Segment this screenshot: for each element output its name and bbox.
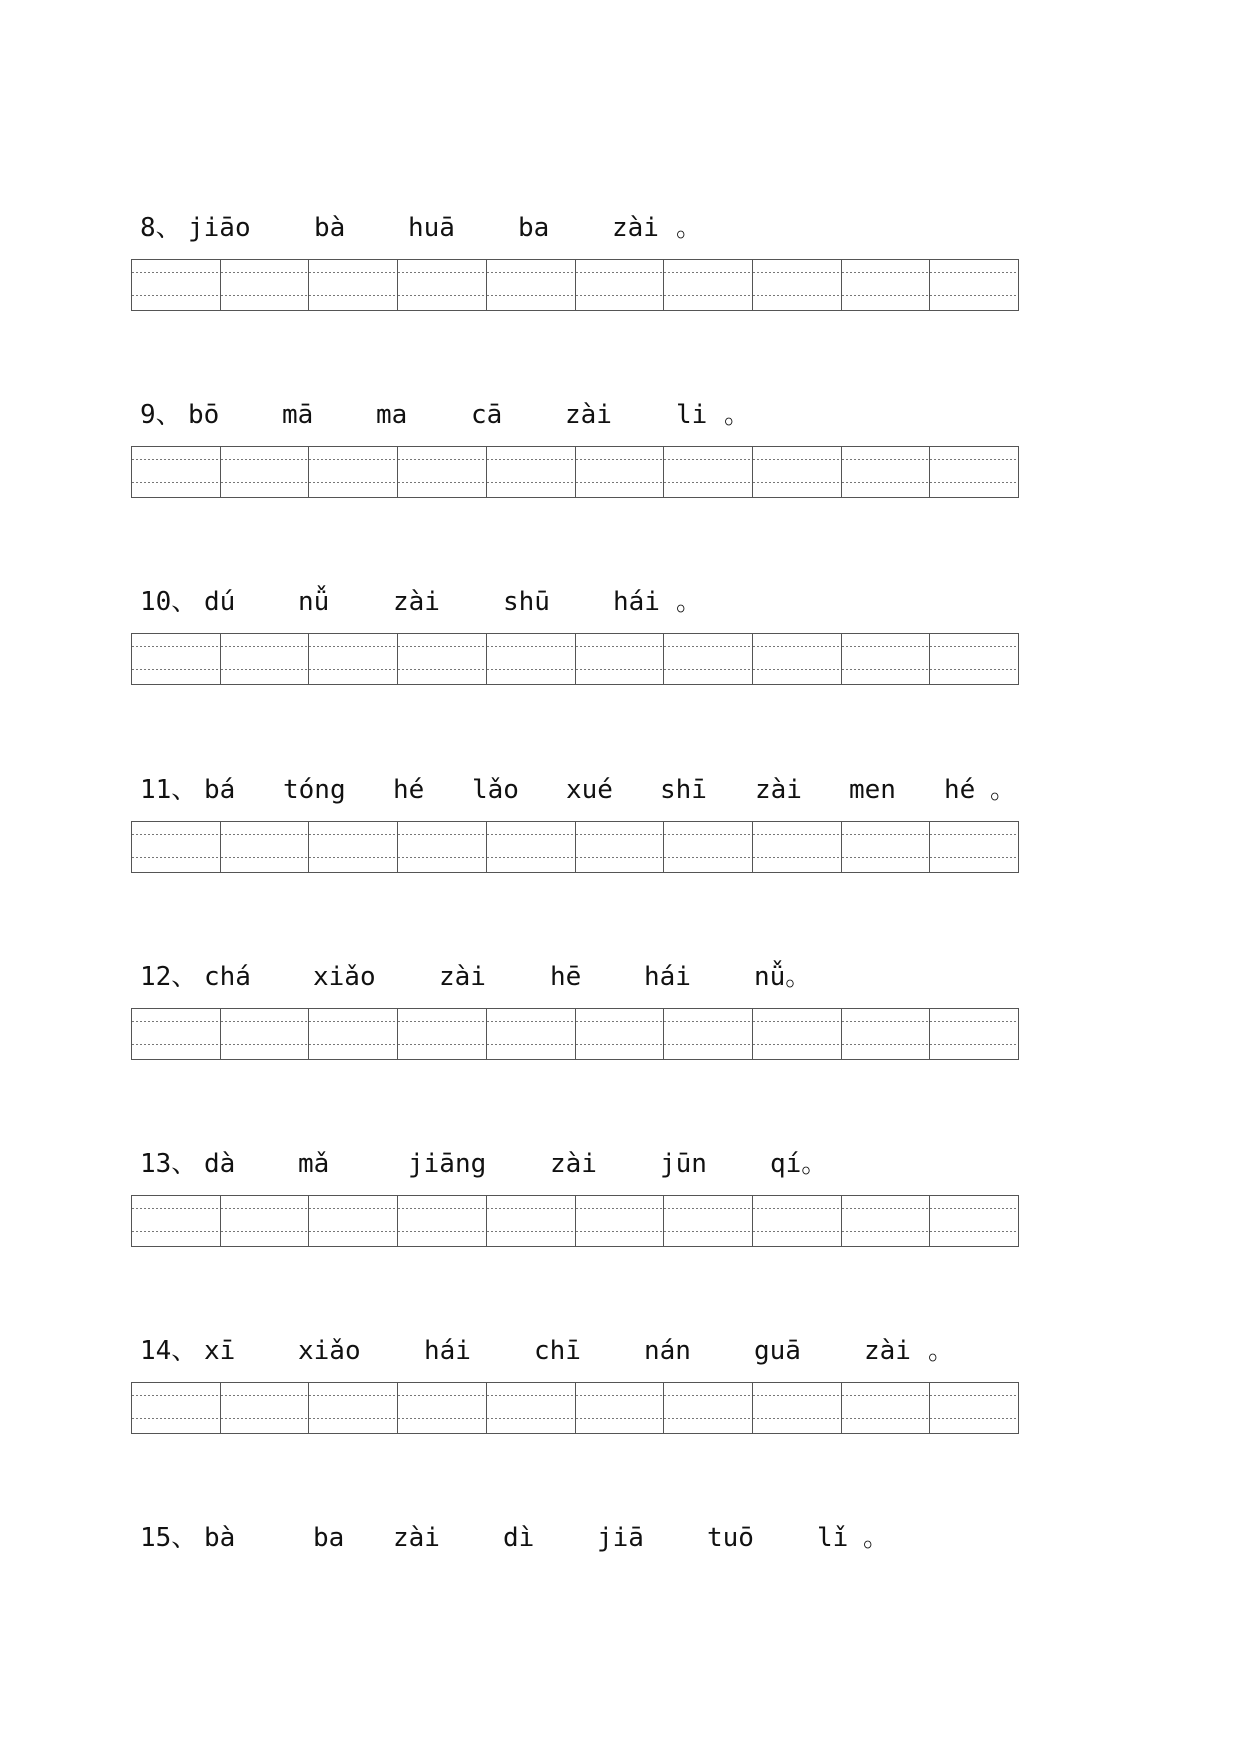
pinyin-prompt: [0, 395, 1241, 435]
writing-cell[interactable]: [753, 634, 842, 684]
writing-cell[interactable]: [930, 260, 1018, 310]
pinyin-syllable: chī: [534, 1336, 581, 1366]
pinyin-syllable: nǚ。: [754, 962, 812, 992]
pinyin-syllable: dà: [204, 1149, 236, 1179]
writing-cell[interactable]: [842, 260, 931, 310]
writing-cell[interactable]: [753, 1383, 842, 1433]
pinyin-syllable: 。: [724, 400, 751, 430]
pinyin-syllable: xué: [566, 775, 613, 805]
writing-cell[interactable]: [664, 634, 753, 684]
pinyin-syllable: hé: [393, 775, 425, 805]
writing-cell[interactable]: [309, 822, 398, 872]
writing-cell[interactable]: [664, 1009, 753, 1059]
pinyin-syllable: jiā: [597, 1523, 644, 1553]
pinyin-syllable: zài: [393, 1523, 440, 1553]
exercise-number: 9、: [140, 400, 182, 430]
writing-cell[interactable]: [487, 1383, 576, 1433]
writing-cell[interactable]: [664, 260, 753, 310]
pinyin-syllable: lǎo: [472, 775, 519, 805]
exercise-number: 8、: [140, 213, 182, 243]
writing-cell[interactable]: [132, 260, 221, 310]
pinyin-syllable: mā: [282, 400, 314, 430]
pinyin-syllable: li: [676, 400, 708, 430]
writing-cell[interactable]: [842, 1196, 931, 1246]
pinyin-syllable: hái: [613, 587, 660, 617]
pinyin-syllable: 。: [990, 775, 1017, 805]
pinyin-syllable: zài: [864, 1336, 911, 1366]
writing-cell[interactable]: [664, 447, 753, 497]
writing-cell[interactable]: [398, 1196, 487, 1246]
pinyin-syllable: zài: [755, 775, 802, 805]
writing-cell[interactable]: [753, 822, 842, 872]
writing-cell[interactable]: [753, 1196, 842, 1246]
pinyin-syllable: hē: [550, 962, 582, 992]
pinyin-syllable: bō: [188, 400, 220, 430]
writing-cell[interactable]: [842, 822, 931, 872]
pinyin-prompt: [0, 1331, 1241, 1371]
pinyin-syllable: lǐ: [817, 1523, 849, 1553]
writing-cell[interactable]: [398, 634, 487, 684]
pinyin-syllable: mǎ: [298, 1149, 330, 1179]
writing-cell[interactable]: [132, 447, 221, 497]
writing-cell[interactable]: [398, 822, 487, 872]
pinyin-prompt: [0, 957, 1241, 997]
writing-cell[interactable]: [664, 822, 753, 872]
writing-cell[interactable]: [842, 1383, 931, 1433]
writing-cell[interactable]: [221, 1009, 310, 1059]
writing-cell[interactable]: [930, 1009, 1018, 1059]
exercise-number: 12、: [140, 962, 198, 992]
writing-grid: [131, 259, 1019, 311]
writing-cell[interactable]: [221, 260, 310, 310]
exercise-number: 15、: [140, 1523, 198, 1553]
writing-cell[interactable]: [309, 1009, 398, 1059]
writing-cell[interactable]: [132, 1383, 221, 1433]
exercise-number: 11、: [140, 775, 198, 805]
writing-cell[interactable]: [576, 1196, 665, 1246]
writing-cell[interactable]: [487, 1196, 576, 1246]
pinyin-syllable: zài: [612, 213, 659, 243]
writing-cell[interactable]: [576, 822, 665, 872]
pinyin-syllable: men: [849, 775, 896, 805]
pinyin-syllable: xiǎo: [313, 962, 376, 992]
pinyin-syllable: hái: [644, 962, 691, 992]
pinyin-syllable: ba: [518, 213, 550, 243]
writing-cell[interactable]: [930, 447, 1018, 497]
writing-cell[interactable]: [842, 1009, 931, 1059]
exercise-number: 14、: [140, 1336, 198, 1366]
writing-cell[interactable]: [753, 1009, 842, 1059]
writing-grid: [131, 1382, 1019, 1434]
writing-cell[interactable]: [576, 1383, 665, 1433]
writing-cell[interactable]: [132, 1196, 221, 1246]
pinyin-syllable: zài: [565, 400, 612, 430]
writing-cell[interactable]: [221, 447, 310, 497]
writing-cell[interactable]: [487, 447, 576, 497]
pinyin-syllable: hé: [944, 775, 976, 805]
writing-cell[interactable]: [930, 634, 1018, 684]
pinyin-syllable: bà: [314, 213, 346, 243]
writing-cell[interactable]: [576, 1009, 665, 1059]
pinyin-syllable: bá: [204, 775, 236, 805]
writing-cell[interactable]: [487, 1009, 576, 1059]
writing-cell[interactable]: [576, 260, 665, 310]
pinyin-syllable: jūn: [660, 1149, 707, 1179]
pinyin-syllable: 。: [676, 587, 703, 617]
writing-cell[interactable]: [576, 447, 665, 497]
writing-cell[interactable]: [309, 634, 398, 684]
pinyin-syllable: shū: [503, 587, 550, 617]
pinyin-syllable: xiǎo: [298, 1336, 361, 1366]
writing-cell[interactable]: [664, 1196, 753, 1246]
pinyin-prompt: [0, 770, 1241, 810]
pinyin-syllable: hái: [424, 1336, 471, 1366]
writing-cell[interactable]: [398, 260, 487, 310]
writing-cell[interactable]: [487, 822, 576, 872]
pinyin-syllable: ba: [313, 1523, 345, 1553]
writing-grid: [131, 446, 1019, 498]
writing-cell[interactable]: [309, 1196, 398, 1246]
pinyin-syllable: 。: [676, 213, 703, 243]
writing-cell[interactable]: [753, 260, 842, 310]
writing-grid: [131, 1008, 1019, 1060]
writing-cell[interactable]: [930, 1196, 1018, 1246]
writing-cell[interactable]: [309, 1383, 398, 1433]
writing-cell[interactable]: [309, 260, 398, 310]
pinyin-syllable: dú: [204, 587, 236, 617]
pinyin-syllable: tóng: [283, 775, 346, 805]
writing-grid: [131, 1195, 1019, 1247]
pinyin-prompt: [0, 208, 1241, 248]
pinyin-syllable: zài: [439, 962, 486, 992]
exercise-number: 13、: [140, 1149, 198, 1179]
writing-cell[interactable]: [398, 1383, 487, 1433]
writing-cell[interactable]: [221, 634, 310, 684]
writing-cell[interactable]: [576, 634, 665, 684]
writing-cell[interactable]: [132, 1009, 221, 1059]
pinyin-syllable: zài: [393, 587, 440, 617]
pinyin-syllable: shī: [660, 775, 707, 805]
writing-grid: [131, 821, 1019, 873]
writing-cell[interactable]: [398, 1009, 487, 1059]
writing-cell[interactable]: [664, 1383, 753, 1433]
pinyin-syllable: 。: [928, 1336, 955, 1366]
pinyin-syllable: xī: [204, 1336, 236, 1366]
pinyin-syllable: jiāng: [408, 1149, 487, 1179]
pinyin-syllable: cā: [471, 400, 503, 430]
pinyin-syllable: huā: [408, 213, 455, 243]
pinyin-syllable: dì: [503, 1523, 535, 1553]
writing-cell[interactable]: [487, 260, 576, 310]
writing-cell[interactable]: [753, 447, 842, 497]
writing-cell[interactable]: [132, 634, 221, 684]
writing-cell[interactable]: [221, 1383, 310, 1433]
pinyin-prompt: [0, 1518, 1241, 1558]
pinyin-syllable: chá: [204, 962, 251, 992]
pinyin-syllable: guā: [754, 1336, 801, 1366]
pinyin-syllable: qí。: [770, 1149, 828, 1179]
pinyin-syllable: ma: [376, 400, 408, 430]
pinyin-prompt: [0, 1144, 1241, 1184]
writing-cell[interactable]: [842, 447, 931, 497]
pinyin-syllable: bà: [204, 1523, 236, 1553]
pinyin-syllable: nán: [644, 1336, 691, 1366]
pinyin-syllable: nǚ: [298, 587, 330, 617]
writing-cell[interactable]: [221, 1196, 310, 1246]
pinyin-syllable: 。: [863, 1523, 890, 1553]
writing-cell[interactable]: [930, 822, 1018, 872]
writing-cell[interactable]: [221, 822, 310, 872]
writing-cell[interactable]: [309, 447, 398, 497]
writing-cell[interactable]: [930, 1383, 1018, 1433]
pinyin-prompt: [0, 582, 1241, 622]
pinyin-syllable: jiāo: [188, 213, 251, 243]
writing-cell[interactable]: [487, 634, 576, 684]
pinyin-syllable: zài: [550, 1149, 597, 1179]
exercise-number: 10、: [140, 587, 198, 617]
pinyin-syllable: tuō: [707, 1523, 754, 1553]
writing-cell[interactable]: [842, 634, 931, 684]
writing-grid: [131, 633, 1019, 685]
writing-cell[interactable]: [132, 822, 221, 872]
writing-cell[interactable]: [398, 447, 487, 497]
